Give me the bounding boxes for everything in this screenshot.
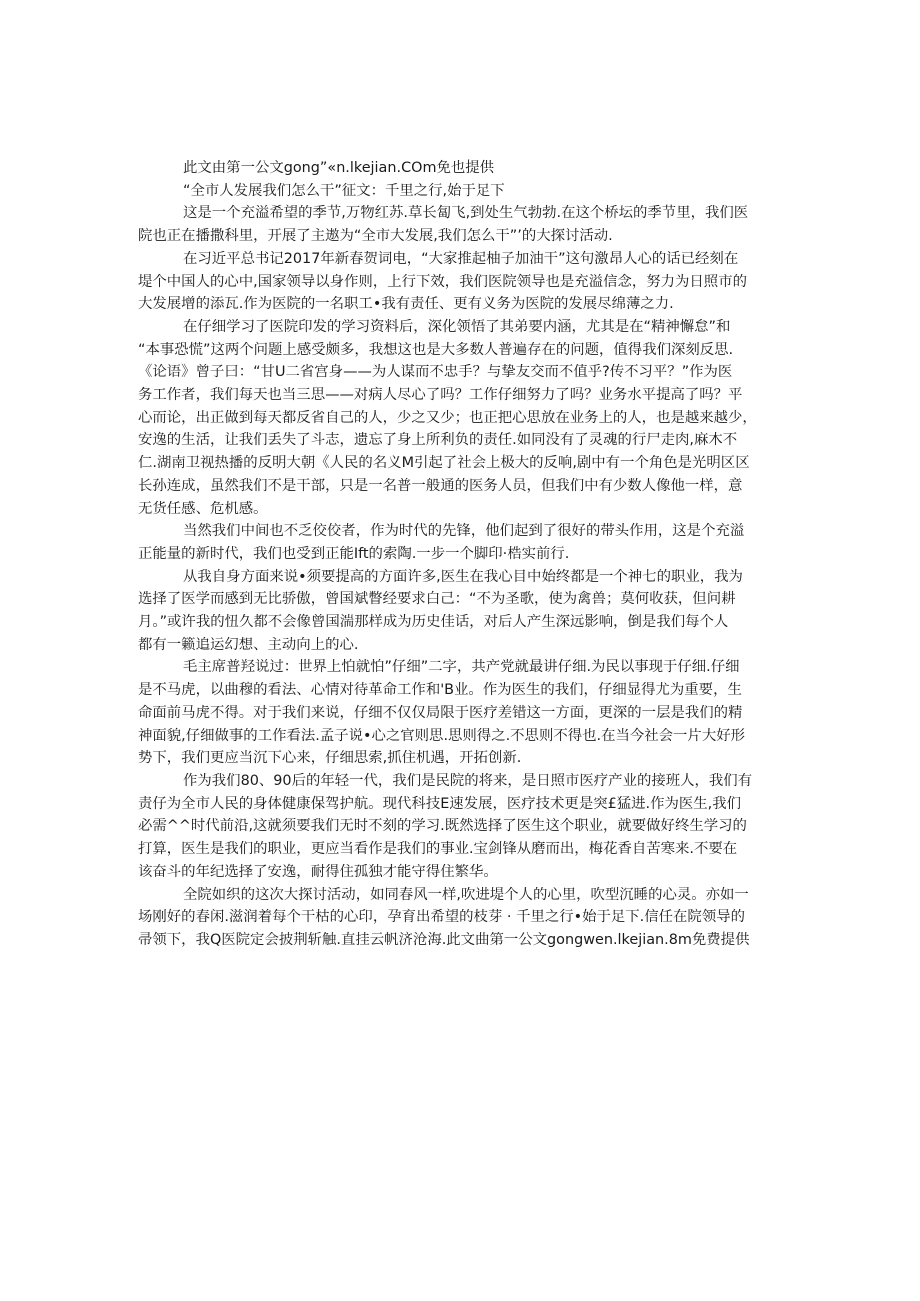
paragraph-line: 堤个中国人的心中,国家领导以身作则，上行下效，我们医院领导也是充溢信念，努力为日照市的 [138,273,747,290]
paragraph [138,202,786,247]
paragraph-line: 在仔细学习了医院印发的学习资料后，深化领悟了其弟要内涵，尤其是在“精神懈怠”和 [183,318,731,335]
paragraph-line: 当然我们中间也不乏佼佼者，作为时代的先锋，他们起到了很好的带头作用，这是个充溢 [183,523,745,540]
paragraph-line: 势下，我们更应当沉下心来，仔细思索,抓住机遇，开拓创新. [138,750,522,767]
paragraph-line: 是不马虎，以曲穆的看法、心情对待革命工作和'B业。作为医生的我们，仔细显得尤为重要，生 [138,682,742,699]
paragraph-line: 打算，医生是我们的职业，更应当看作是我们的事业.宝剑锋从磨而出，梅花香自苦寒来.不要在 [138,841,738,858]
paragraph [138,520,786,565]
paragraph-line: 这是一个充溢希望的季节,万物红苏.草长匐飞,到处生气勃勃.在这个桥坛的季节里，我们医 [183,205,749,222]
source-note: 此文由第一公文gong”«n.lkejian.COm免也提供 [183,160,495,176]
paragraph-line: 全院如织的这次大探讨活动，如同春风一样,吹进堤个人的心里，吹型沉睡的心灵。亦如一 [183,886,749,903]
paragraph [138,316,786,520]
paragraph [138,248,786,316]
paragraph [138,884,786,952]
paragraph-line: 务工作者，我们每天也当三思——对病人尽心了吗？工作仔细努力了吗？业务水平提高了吗？平 [138,387,743,404]
paragraph-line: 责仔为全市人民的身体健康保驾护航。现代科技E速发展，医疗技术更是突£猛进.作为医生,我们 [138,795,742,812]
paragraph [138,656,786,770]
paragraph-line: 必需^^时代前沿,这就须要我们无时不刻的学习.既然选择了医生这个职业，就要做好终生学习的 [138,818,747,835]
paragraph-line: 帚领下，我Q医院定会披荆斩触.直挂云帆济沧海.此文曲第一公文gongwen.lkejian.8m免费提供 [138,931,750,948]
paragraph-line: 院也正在播撒科里，开展了主遨为“全市大发展,我们怎么干”’的大探讨活动. [138,228,613,245]
paragraph-line: 在习近平总书记2017年新春贺词电，“大家推起柚子加油干”这句激昂人心的话已经刻在 [183,250,739,267]
paragraph-line: 该奋斗的年纪选择了安逸，耐得住孤独才能守得住繁华。 [138,863,498,880]
paragraph-line: 从我自身方面来说•须要提高的方面许多,医生在我心目中始终都是一个神七的职业，我为 [183,568,743,585]
paragraph-line: “本事恐慌”这两个问题上感受颇多，我想这也是大多数人普遍存在的问题，值得我们深刻反思. [138,341,734,358]
document-title: “全市人发展我们怎么干”征文：千里之行,始于足下 [183,182,505,199]
paragraphs-container [138,202,786,951]
paragraph-line: 场刚好的春闲.滋润着每个干枯的心印，孕育出希望的枝芽 · 千里之行•始于足下.信任在院领导的 [138,909,745,926]
paragraph-line: 无货任感、危机感。 [138,500,268,517]
paragraph [138,770,786,884]
paragraph-line: 作为我们80、90后的年轻一代，我们是民院的将来，是日照市医疗产业的接班人，我们有 [183,772,753,789]
paragraph-line: 命面前马虎不得。对于我们来说，仔细不仅仅局限于医疗差错这一方面，更深的一层是我们的精 [138,704,743,721]
paragraph-line: 心而论，出正做到每天都反省自己的人，少之又少；也正把心思放在业务上的人，也是越来越少， [138,409,757,426]
paragraph-line: 安逸的生活，让我们丢失了斗志，遗忘了身上所利负的责任.如同没有了灵魂的行尸走肉,麻木不 [138,432,738,449]
paragraph-line: 长孙连成，虽然我们不是干部，只是一名普一般通的医务人员，但我们中有少数人像他一样，意 [138,477,743,494]
paragraph-line: 月。”或许我的忸久都不会像曾国湍那样成为历史佳话，对后人产生深远影响，倒是我们每个人 [138,614,729,631]
paragraph-line: 《论语》曾子曰：“甘U二省宫身——为人谋而不忠手？与挚友交而不值乎?传不习平？”作为医 [138,364,733,381]
paragraph [138,566,786,657]
document-body [138,157,786,952]
paragraph-line: 正能量的新时代，我们也受到正能Ift的索陶.一步一个脚印·梏实前行. [138,545,570,562]
paragraph-line: 大发展增的添瓦.作为医院的一名职工•我有责任、更有义务为医院的发展尽绵薄之力. [138,296,674,313]
paragraph-line: 毛主席普羟说过：世界上怕就怕”仔细”二字，共产党就最讲仔细.为民以事现于仔细.仔细 [183,659,740,676]
paragraph-line: 仁.湖南卫视热播的反明大朝《人民的名义M引起了社会上极大的反响,剧中有一个角色是光明区区 [138,455,750,472]
paragraph-line: 神面貌,仔细做事的工作看法.孟子说•心之官则思.思则得之.不思则不得也.在当今社会一片大好形 [138,727,745,744]
paragraph-line: 都有一籁追运幻想、主动向上的心. [138,636,359,653]
paragraph-line: 选择了医学而感到无比骄傲，曾国斌瞥经要求白己：“不为圣歌，使为禽兽；莫何收获，但问耕 [138,591,736,608]
